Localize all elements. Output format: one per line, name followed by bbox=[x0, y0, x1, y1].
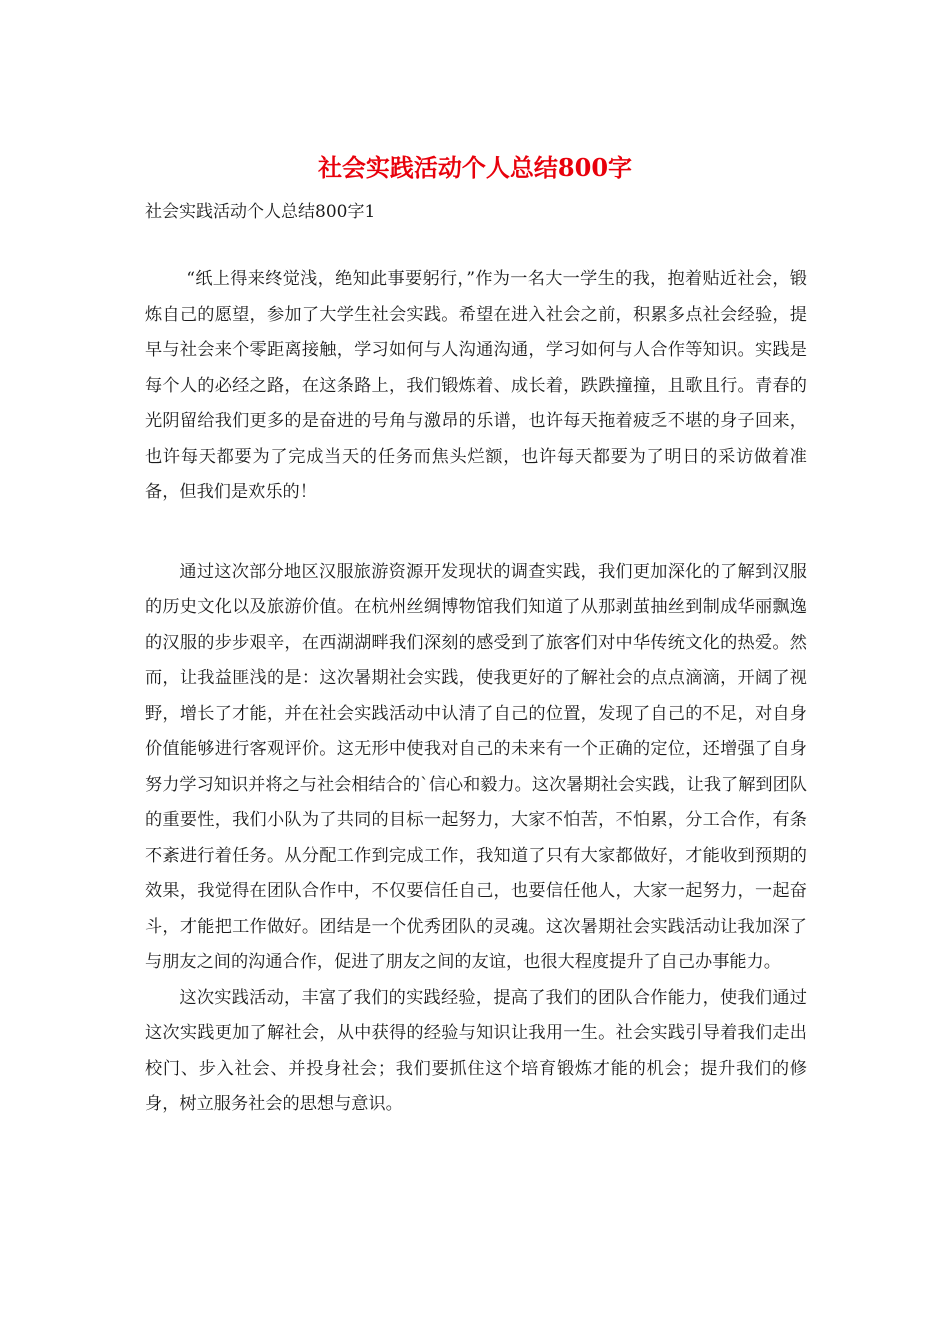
paragraph-1: “纸上得来终觉浅，绝知此事要躬行，”作为一名大一学生的我，抱着贴近社会，锻炼自己的愿望，参加了大学生社会实践。希望在进入社会之前，积累多点社会经验，提早与社会来个零距离接触，学习如何与人沟通沟通，学习如何与人合作等知识。实践是每个人的必经之路，在这条路上，我们锻炼着、成长着，跌跌撞撞，且歌且行。青春的光阴留给我们更多的是奋进的号角与激昂的乐谱，也许每天拖着疲乏不堪的身子回来，也许每天都要为了完成当天的任务而焦头烂额，也许每天都要为了明日的采访做着准备，但我们是欢乐的！ bbox=[145, 269, 807, 502]
paragraph-2: 通过这次部分地区汉服旅游资源开发现状的调查实践，我们更加深化的了解到汉服的历史文化以及旅游价值。在杭州丝绸博物馆我们知道了从那剥茧抽丝到制成华丽飘逸的汉服的步步艰辛，在西湖湖畔我们深刻的感受到了旅客们对中华传统文化的热爱。然而，让我益匪浅的是：这次暑期社会实践，使我更好的了解社会的点点滴滴，开阔了视野，增长了才能，并在社会实践活动中认清了自己的位置，发现了自己的不足，对自身价值能够进行客观评价。这无形中使我对自己的未来有一个正确的定位，还增强了自身努力学习知识并将之与社会相结合的`信心和毅力。这次暑期社会实践，让我了解到团队的重要性，我们小队为了共同的目标一起努力，大家不怕苦，不怕累，分工合作，有条不紊进行着任务。从分配工作到完成工作，我知道了只有大家都做好，才能收到预期的效果，我觉得在团队合作中，不仅要信任自己，也要信任他人，大家一起努力，一起奋斗，才能把工作做好。团结是一个优秀团队的灵魂。这次暑期社会实践活动让我加深了与朋友之间的沟通合作，促进了朋友之间的友谊，也很大程度提升了自己办事能力。 bbox=[145, 561, 807, 972]
paragraph-3: 这次实践活动，丰富了我们的实践经验，提高了我们的团队合作能力，使我们通过这次实践更加了解社会，从中获得的经验与知识让我用一生。社会实践引导着我们走出校门、步入社会、并投身社会；我们要抓住这个培育锻炼才能的机会；提升我们的修身，树立服务社会的思想与意识。 bbox=[145, 987, 807, 1114]
document-subtitle: 社会实践活动个人总结800字1 bbox=[145, 202, 376, 222]
document-body bbox=[145, 262, 807, 1123]
paragraph-gap bbox=[145, 511, 807, 555]
document-title: 社会实践活动个人总结800字 bbox=[317, 153, 633, 182]
